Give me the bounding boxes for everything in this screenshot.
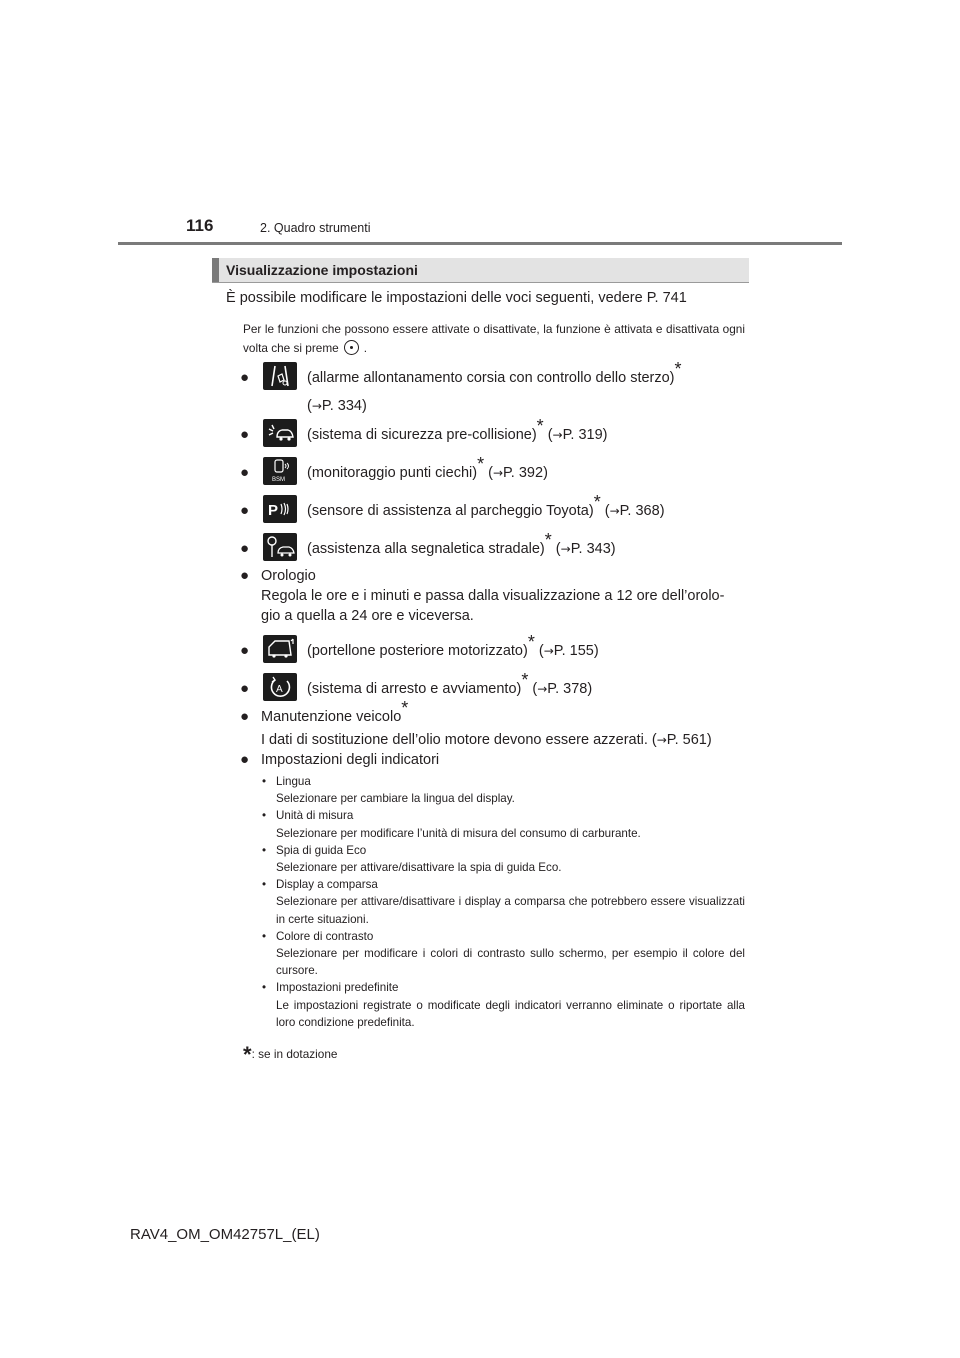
small-bullet: • (262, 843, 267, 857)
bullet: ● (240, 540, 250, 557)
svg-text:P: P (268, 502, 279, 519)
arrow-icon: → (311, 399, 322, 413)
meter-setting-name: Lingua (276, 775, 311, 788)
label-text: (assistenza alla segnaletica stradale) (307, 541, 545, 557)
star-mark: * (536, 416, 544, 436)
page-number: 116 (186, 216, 214, 235)
reference-text: P. 378 (547, 681, 588, 697)
reference-text: P. 334 (321, 398, 362, 414)
blind-spot-monitor-icon (263, 457, 297, 485)
intro-text: È possibile modificare le impostazioni delle voci seguenti, vedere P. 741 (226, 290, 687, 306)
meter-setting-description: Selezionare per modificare i colori di contrasto sullo schermo, per esempio il colore del cursore. (276, 947, 745, 978)
chapter-title: 2. Quadro strumenti (260, 221, 371, 235)
section-title: Visualizzazione impostazioni (226, 262, 418, 278)
svg-text:BSM: BSM (272, 477, 286, 483)
stop-start-icon (263, 673, 297, 701)
maintenance-description (261, 730, 712, 750)
page-reference: (→P. 334) (307, 398, 367, 414)
small-bullet: • (262, 775, 267, 788)
footnote (243, 1038, 338, 1067)
reference-text: P. 319 (562, 427, 603, 443)
arrow-icon: → (543, 644, 554, 658)
parking-assist-icon (263, 495, 297, 523)
bullet: ● (240, 751, 250, 768)
arrow-icon: → (609, 504, 620, 518)
bullet: ● (240, 680, 250, 697)
setting-item-label: (sistema di arresto e avviamento)* (→P. 378) (307, 670, 593, 697)
section-header-bar (212, 258, 219, 282)
reference-text: P. 392 (503, 465, 544, 481)
maintenance-description-text: I dati di sostituzione dell’olio motore devono essere azzerati. ( (261, 732, 657, 748)
clock-description-line2: gio a quella a 24 ore e viceversa. (261, 608, 474, 624)
meter-setting-name: Display a comparsa (276, 878, 378, 892)
maintenance-content (261, 698, 712, 750)
power-back-door-icon (263, 635, 297, 663)
arrow-icon: → (560, 542, 571, 556)
setting-item-label: (assistenza alla segnaletica stradale)* (→P. 343) (307, 530, 616, 557)
meter-setting-accent-color (262, 928, 745, 980)
arrow-icon: → (537, 682, 548, 696)
meter-setting-units (262, 807, 745, 841)
label-text: (sistema di sicurezza pre-collisione) (307, 427, 537, 443)
note-text-before: Per le funzioni che possono essere attivate o disattivate, la funzione è attivata e disattivata ogni volta che si preme (243, 322, 745, 355)
small-bullet: • (262, 878, 267, 892)
setting-item-label: (monitoraggio punti ciechi)* (→P. 392) (307, 454, 548, 481)
clock-content (261, 566, 724, 626)
star-mark: * (527, 632, 535, 652)
meter-setting-description: Le impostazioni registrate o modificate degli indicatori verranno eliminate o riportate alla loro condizione predefinita. (276, 998, 745, 1029)
note-text (243, 320, 745, 358)
bullet: ● (240, 708, 250, 725)
meter-setting-name: Impostazioni predefinite (276, 981, 399, 995)
meter-setting-name: Colore di contrasto (276, 929, 374, 943)
meter-setting-name: Unità di misura (276, 809, 354, 823)
star-mark: * (477, 454, 485, 474)
bullet: ● (240, 567, 250, 584)
road-sign-assist-icon (263, 533, 297, 561)
meter-setting-description: Selezionare per modificare l’unità di misura del consumo di carburante. (276, 826, 641, 840)
reference-text: P. 343 (570, 541, 611, 557)
label-text: (monitoraggio punti ciechi) (307, 465, 478, 481)
setting-item-label: (portellone posteriore motorizzato)* (→P. 155) (307, 632, 599, 659)
meter-setting-defaults (262, 979, 745, 1031)
meter-setting-description: Selezionare per attivare/disattivare la spia di guida Eco. (276, 861, 562, 875)
lane-departure-alert-icon (263, 362, 297, 390)
meter-settings-list (262, 773, 745, 1031)
clock-description-line1: Regola le ore e i minuti e passa dalla visualizzazione a 12 ore dell’orolo- (261, 588, 725, 604)
dial-icon (344, 340, 359, 355)
clock-title: Orologio (261, 568, 316, 584)
star-mark: * (521, 670, 529, 690)
maintenance-title (261, 698, 712, 727)
label-text: (allarme allontanamento corsia con controllo dello sterzo) (307, 370, 675, 386)
arrow-icon: → (552, 428, 563, 442)
setting-item-label: (sensore di assistenza al parcheggio Toyota)* (→P. 368) (307, 492, 665, 519)
setting-item-label (307, 359, 682, 388)
footnote-star: * (243, 1042, 252, 1067)
meter-setting-eco-indicator (262, 842, 745, 876)
meter-setting-language (262, 773, 745, 807)
meter-setting-popup-display (262, 876, 745, 928)
setting-item-label: (sistema di sicurezza pre-collisione)* (→P. 319) (307, 416, 608, 443)
meter-settings-title: Impostazioni degli indicatori (261, 752, 440, 768)
bullet: ● (240, 426, 250, 443)
reference-text: P. 368 (619, 503, 660, 519)
star-mark: * (401, 698, 409, 718)
svg-text:A: A (276, 684, 283, 695)
meter-setting-name: Spia di guida Eco (276, 843, 367, 857)
reference-text: P. 561 (666, 732, 707, 748)
star-mark: * (593, 492, 601, 512)
footnote-text: : se in dotazione (251, 1047, 338, 1061)
small-bullet: • (262, 981, 267, 995)
document-code: RAV4_OM_OM42757L_(EL) (130, 1226, 320, 1243)
star-mark: * (674, 359, 682, 379)
label-text: (portellone posteriore motorizzato) (307, 643, 528, 659)
bullet: ● (240, 369, 250, 386)
header-rule (118, 242, 842, 245)
bullet: ● (240, 464, 250, 481)
label-text: (sistema di arresto e avviamento) (307, 681, 522, 697)
label-text: (sensore di assistenza al parcheggio Toyota) (307, 503, 594, 519)
arrow-icon: → (492, 466, 503, 480)
meter-setting-description: Selezionare per cambiare la lingua del display. (276, 792, 515, 806)
star-mark: * (544, 530, 552, 550)
maintenance-title-text: Manutenzione veicolo (261, 709, 402, 725)
pre-collision-icon (263, 419, 297, 447)
section-header (212, 258, 749, 283)
arrow-icon: → (656, 733, 667, 747)
bullet: ● (240, 642, 250, 659)
note-text-after: . (363, 341, 368, 355)
closing-paren: ) (706, 732, 712, 748)
meter-setting-description: Selezionare per attivare/disattivare i display a comparsa che potrebbero essere visualizzati in certe situazioni. (276, 895, 745, 926)
reference-text: P. 155 (553, 643, 594, 659)
bullet: ● (240, 502, 250, 519)
small-bullet: • (262, 809, 267, 823)
small-bullet: • (262, 929, 267, 943)
